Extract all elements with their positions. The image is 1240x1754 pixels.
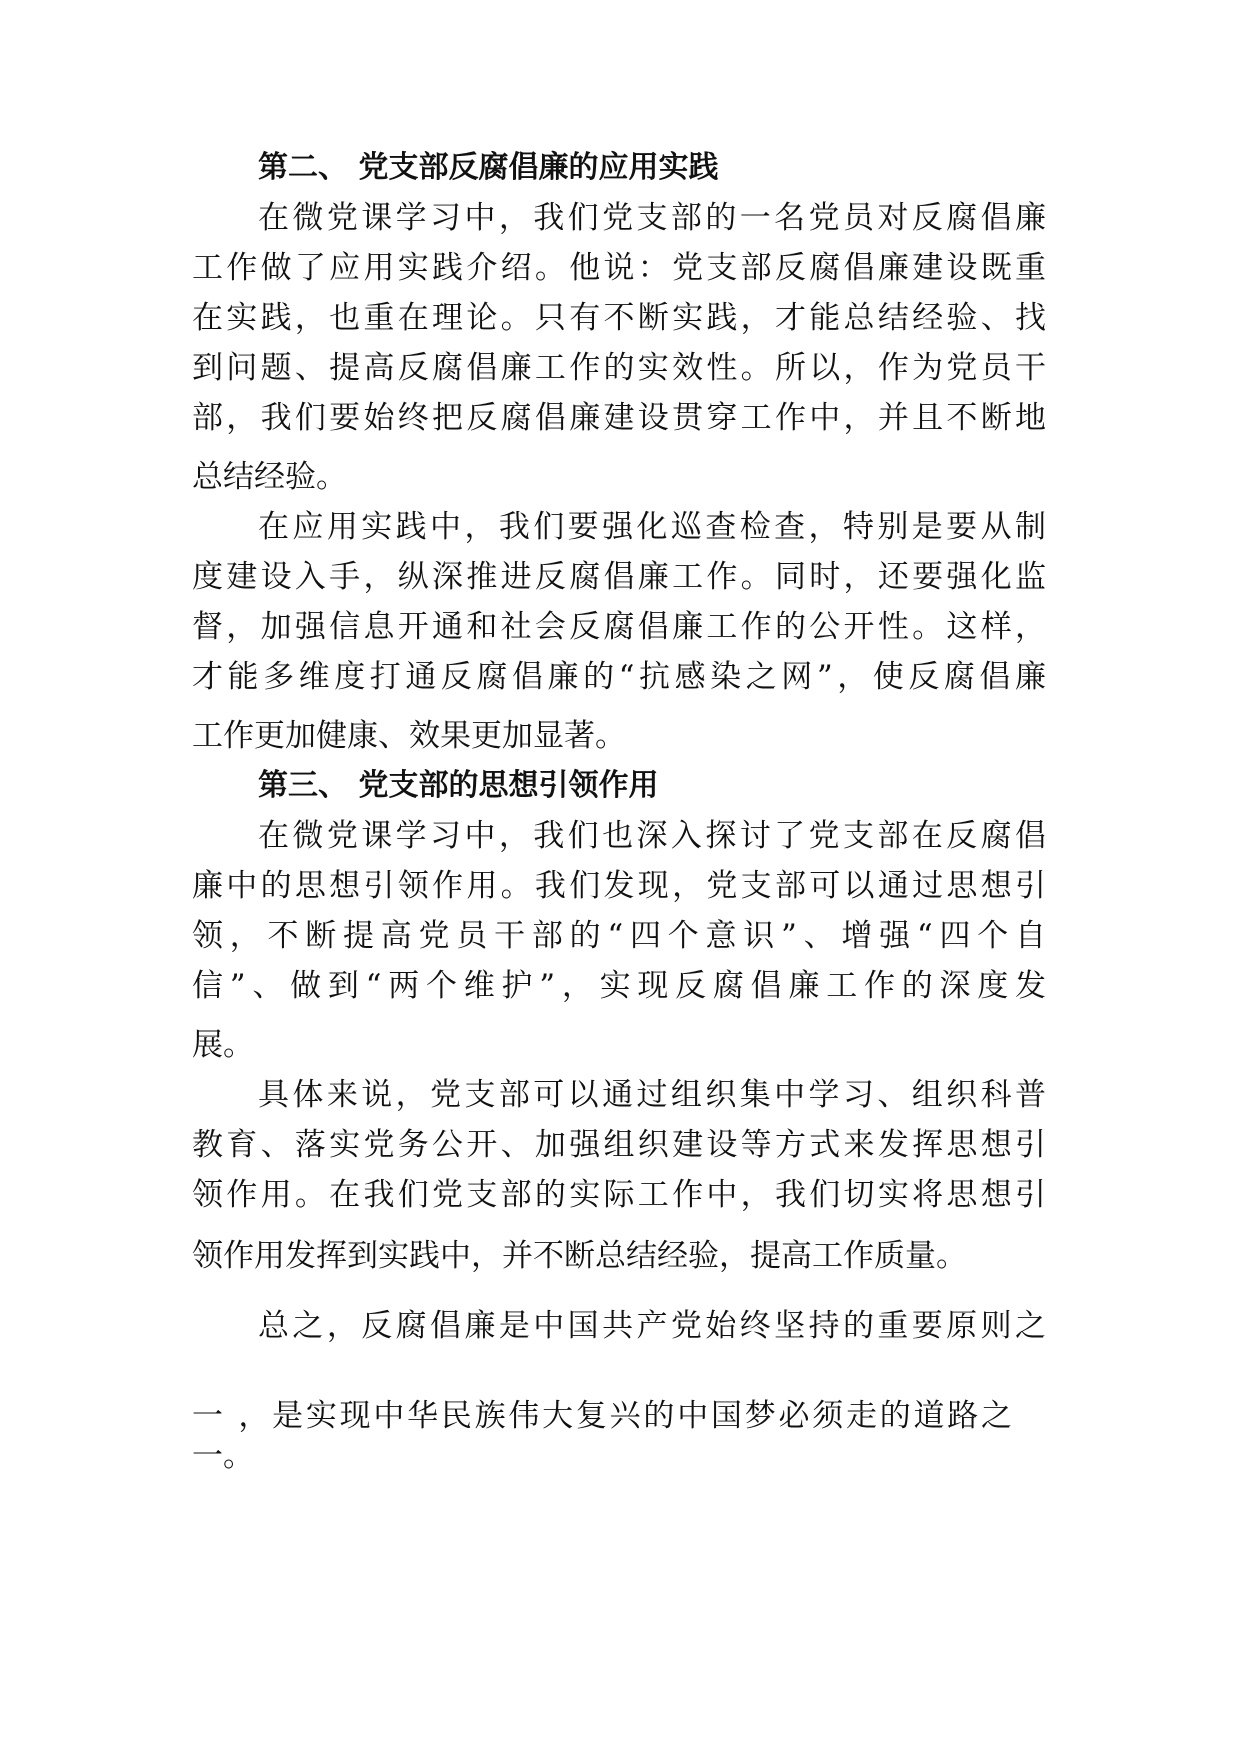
paragraph-line: 部，我们要始终把反腐倡廉建设贯穿工作中，并且不断地 [192,400,1046,436]
paragraph-line: 廉中的思想引领作用。我们发现，党支部可以通过思想引 [192,868,1046,904]
paragraph-line: 总之，反腐倡廉是中国共产党始终坚持的重要原则之 [258,1308,1046,1344]
paragraph-line: 工作做了应用实践介绍。他说：党支部反腐倡廉建设既重 [192,250,1046,286]
paragraph-line: 在实践，也重在理论。只有不断实践，才能总结经验、找 [192,300,1046,336]
paragraph-line: 领作用。在我们党支部的实际工作中，我们切实将思想引 [192,1177,1046,1213]
paragraph-line: 教育、落实党务公开、加强组织建设等方式来发挥思想引 [192,1127,1046,1163]
paragraph-line: 到问题、提高反腐倡廉工作的实效性。所以，作为党员干 [192,350,1046,386]
paragraph-line: 在微党课学习中，我们党支部的一名党员对反腐倡廉 [258,200,1046,236]
section-heading-2: 第二、 党支部反腐倡廉的应用实践 [258,150,719,185]
paragraph-line: 展。 [192,1027,254,1063]
paragraph-line: 才能多维度打通反腐倡廉的“抗感染之网”，使反腐倡廉 [192,659,1046,695]
paragraph-line: 在应用实践中，我们要强化巡查检查，特别是要从制 [258,509,1046,545]
paragraph-line: 领，不断提高党员干部的“四个意识”、增强“四个自 [192,918,1046,954]
paragraph-line: 督，加强信息开通和社会反腐倡廉工作的公开性。这样， [192,609,1046,645]
paragraph-line: 度建设入手，纵深推进反腐倡廉工作。同时，还要强化监 [192,559,1046,595]
paragraph-line: 工作更加健康、效果更加显著。 [192,718,626,754]
paragraph-line: 在微党课学习中，我们也深入探讨了党支部在反腐倡 [258,818,1046,854]
paragraph-line: 一 ，是实现中华民族伟大复兴的中国梦必须走的道路之 [192,1398,1012,1434]
paragraph-line: 一。 [192,1438,254,1474]
paragraph-line: 领作用发挥到实践中，并不断总结经验，提高工作质量。 [192,1238,967,1274]
paragraph-line: 具体来说，党支部可以通过组织集中学习、组织科普 [258,1077,1046,1113]
paragraph-line: 信”、做到“两个维护”，实现反腐倡廉工作的深度发 [192,968,1046,1004]
paragraph-line: 总结经验。 [192,459,347,495]
section-heading-3: 第三、 党支部的思想引领作用 [258,768,659,803]
